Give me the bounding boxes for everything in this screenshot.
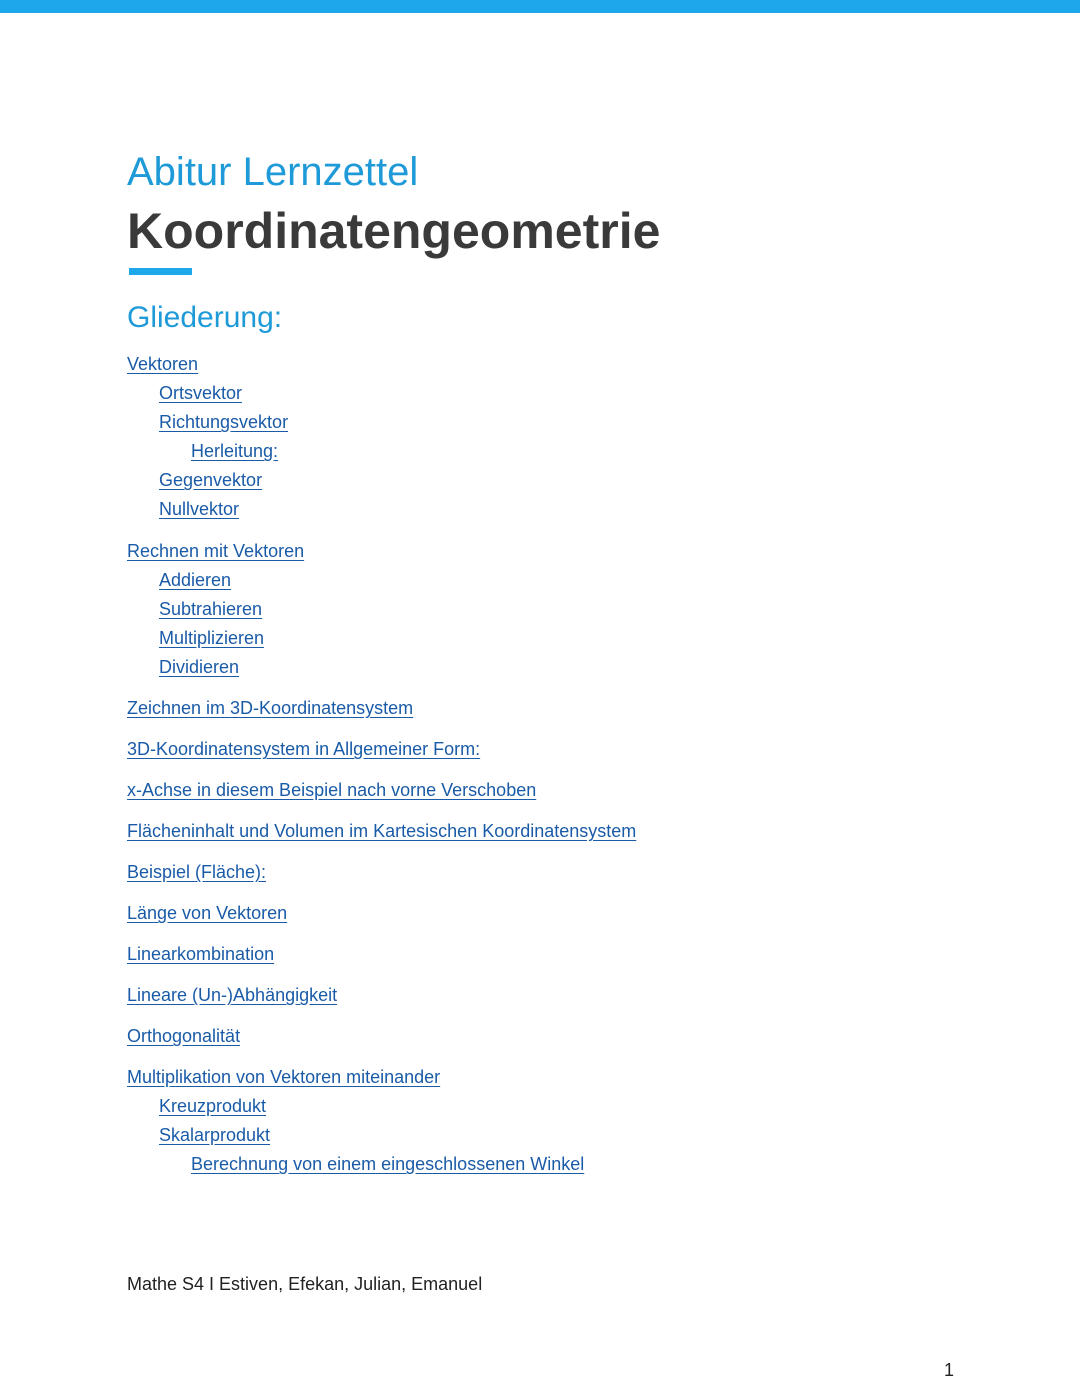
toc-link-orthogonalitaet[interactable]: Orthogonalität: [127, 1026, 241, 1046]
toc-link-nullvektor[interactable]: Nullvektor: [159, 499, 240, 519]
toc-link-multiplikation-vektoren[interactable]: Multiplikation von Vektoren miteinander: [127, 1067, 441, 1087]
toc-link-laenge-von-vektoren[interactable]: Länge von Vektoren: [127, 903, 288, 923]
footer-authors: Mathe S4 I Estiven, Efekan, Julian, Emanuel: [127, 1274, 483, 1294]
toc-link-dividieren[interactable]: Dividieren: [159, 657, 240, 677]
toc-link-rechnen-mit-vektoren[interactable]: Rechnen mit Vektoren: [127, 541, 305, 561]
toc-link-addieren[interactable]: Addieren: [159, 570, 232, 590]
toc-link-flaecheninhalt-volumen[interactable]: Flächeninhalt und Volumen im Kartesischen Koordinatensystem: [127, 821, 637, 841]
document-title: Koordinatengeometrie: [127, 203, 661, 259]
toc-link-subtrahieren[interactable]: Subtrahieren: [159, 599, 263, 619]
title-underline-accent: [129, 268, 192, 275]
toc-heading: Gliederung:: [127, 301, 283, 334]
toc-link-vektoren[interactable]: Vektoren: [127, 354, 199, 374]
toc-link-multiplizieren[interactable]: Multiplizieren: [159, 628, 265, 648]
toc-link-lineare-abhaengigkeit[interactable]: Lineare (Un-)Abhängigkeit: [127, 985, 338, 1005]
top-accent-bar: [0, 0, 1080, 13]
toc-link-x-achse-verschoben[interactable]: x-Achse in diesem Beispiel nach vorne Verschoben: [127, 780, 537, 800]
toc-link-skalarprodukt[interactable]: Skalarprodukt: [159, 1125, 271, 1145]
toc-link-linearkombination[interactable]: Linearkombination: [127, 944, 275, 964]
toc-link-kreuzprodukt[interactable]: Kreuzprodukt: [159, 1096, 267, 1116]
toc-link-zeichnen-3d[interactable]: Zeichnen im 3D-Koordinatensystem: [127, 698, 414, 718]
toc-link-3d-allgemeine-form[interactable]: 3D-Koordinatensystem in Allgemeiner Form:: [127, 739, 481, 759]
toc-link-richtungsvektor[interactable]: Richtungsvektor: [159, 412, 289, 432]
document-subtitle: Abitur Lernzettel: [127, 150, 419, 194]
toc-link-herleitung[interactable]: Herleitung:: [191, 441, 279, 461]
toc-link-gegenvektor[interactable]: Gegenvektor: [159, 470, 263, 490]
toc-link-beispiel-flaeche[interactable]: Beispiel (Fläche):: [127, 862, 267, 882]
toc-link-eingeschlossener-winkel[interactable]: Berechnung von einem eingeschlossenen Winkel: [191, 1154, 585, 1174]
toc-link-ortsvektor[interactable]: Ortsvektor: [159, 383, 243, 403]
page-number: 1: [944, 1360, 955, 1380]
